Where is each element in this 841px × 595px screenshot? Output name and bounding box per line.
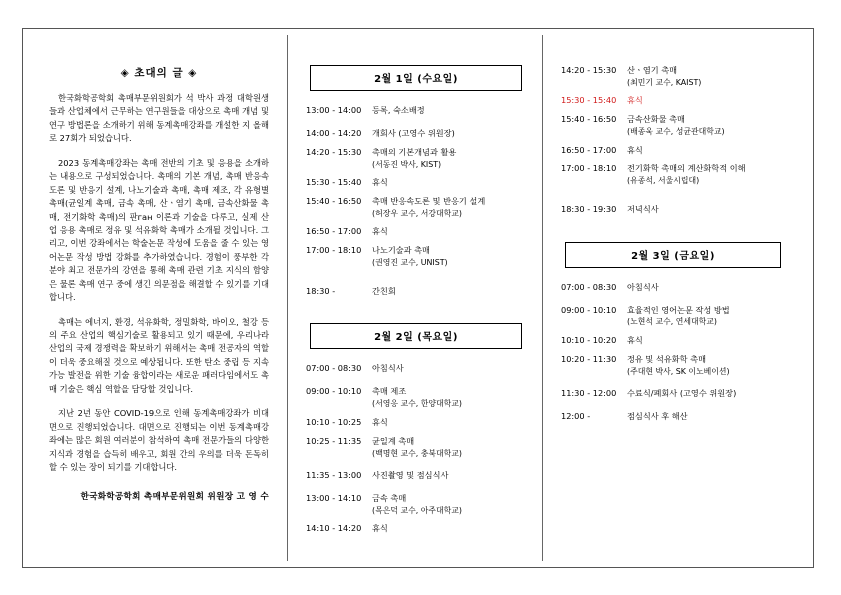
schedule-topic: 정유 및 석유화학 촉매	[627, 353, 706, 364]
schedule-row	[306, 417, 526, 429]
schedule-topic: 균일계 촉매	[372, 435, 415, 446]
schedule-speaker: (유종석, 서울시립대)	[627, 176, 700, 186]
schedule-desc: 휴식	[627, 144, 643, 155]
schedule-desc	[627, 305, 785, 328]
schedule-row	[561, 204, 785, 216]
schedule-desc	[627, 65, 785, 88]
schedule-time: 09:00 - 10:10	[306, 386, 362, 397]
schedule-row	[561, 114, 785, 137]
schedule-row	[306, 128, 526, 140]
schedule-row	[561, 335, 785, 347]
schedule-speaker: (배종욱 교수, 성균관대학교)	[627, 127, 725, 137]
schedule-speaker: (노현석 교수, 연세대학교)	[627, 317, 717, 327]
schedule-column-one	[287, 35, 542, 561]
schedule-row	[306, 493, 526, 516]
schedule-desc: 수료식/폐회사 (고영수 위원장)	[627, 388, 737, 399]
schedule-time: 18:30 -	[306, 285, 336, 296]
schedule-row	[306, 363, 526, 375]
schedule-desc: 휴식	[372, 523, 388, 534]
schedule-time: 15:40 - 16:50	[561, 114, 617, 125]
schedule-time: 07:00 - 08:30	[561, 281, 617, 292]
schedule-desc	[372, 436, 526, 459]
schedule-speaker: (서동진 박사, KIST)	[372, 159, 442, 169]
schedule-speaker: (권영진 교수, UNIST)	[372, 258, 448, 268]
schedule-topic: 효율적인 영어논문 작성 방법	[627, 304, 730, 315]
schedule-row-highlighted	[561, 95, 785, 107]
schedule-desc: 개회사 (고영수 위원장)	[372, 127, 455, 138]
schedule-desc	[372, 386, 526, 409]
invitation-paragraph: 한국화학공학회 촉매부문위원회가 석 박사 과정 대학원생들과 산업체에서 근무하는 연구원들을 대상으로 촉매 개념 및 연구 방법론을 소개하기 위해 동계촉매강좌를 개설한 지 올해로 27회가 되었습니다.	[49, 93, 269, 144]
schedule-row	[306, 386, 526, 409]
schedule-row	[306, 196, 526, 219]
schedule-row	[306, 147, 526, 170]
invitation-title: ◈ 초대의 글 ◈	[120, 67, 198, 79]
schedule-speaker: (주대현 박사, SK 이노베이션)	[627, 366, 730, 376]
schedule-row	[306, 245, 526, 268]
schedule-time: 14:10 - 14:20	[306, 523, 362, 534]
schedule-time: 15:30 - 15:40	[561, 95, 617, 106]
day1-header: 2월 1일 (수요일)	[310, 65, 522, 91]
day1-schedule	[306, 105, 526, 297]
schedule-row	[306, 286, 526, 298]
schedule-topic: 금속 촉매	[372, 492, 407, 503]
schedule-row	[561, 388, 785, 400]
schedule-speaker: (서영응 교수, 한양대학교)	[372, 399, 462, 409]
schedule-time: 15:40 - 16:50	[306, 196, 362, 207]
schedule-topic: 전기화학 촉매의 계산화학적 이해	[627, 163, 746, 174]
schedule-speaker: (허장우 교수, 서강대학교)	[372, 208, 462, 218]
schedule-desc: 휴식	[627, 334, 643, 345]
schedule-time: 07:00 - 08:30	[306, 363, 362, 374]
schedule-desc: 휴식	[372, 416, 388, 427]
schedule-time: 15:30 - 15:40	[306, 177, 362, 188]
schedule-desc	[627, 114, 785, 137]
schedule-row	[561, 65, 785, 88]
day3-schedule	[561, 282, 785, 423]
schedule-topic: 촉매의 기본개념과 활용	[372, 146, 457, 157]
schedule-desc: 간친회	[372, 285, 396, 296]
schedule-speaker: (최민기 교수, KAIST)	[627, 77, 702, 87]
schedule-time: 10:20 - 11:30	[561, 353, 617, 364]
invitation-paragraph: 2023 동계촉매강좌는 촉매 전반의 기초 및 응용을 소개하는 내용으로 구성되었습니다. 촉매의 기본 개념, 촉매 반응속도론 및 반응기 설계, 나노기술과 촉매, 촉매 제조, 각 유형별 촉매(균일계 촉매, 금속 촉매, 산ㆍ염기 촉매, 금속산화물 촉매, 전기화학 촉매)의 판ган 이론과 기술을 다루고, 실제 산업 응용 촉매로 정유 및 석유화학 촉매가 소개될 것입니다. 그리고, 이번 강좌에서는 학술논문 작성에 도움을 줄 수 있는 영어논문 작성 방법 강화를 추가하였습니다. 경험이 풍부한 각 분야 최고 전문가의 강연을 통해 촉매 관련 기초 지식의 함양은 물론 촉매 연구 중에 생긴 의문점을 해결할 수 있기를 기대합니다.	[49, 157, 269, 303]
invitation-column	[29, 35, 287, 561]
schedule-row	[306, 177, 526, 189]
schedule-topic: 촉매 제조	[372, 386, 407, 397]
schedule-topic: 금속산화물 촉매	[627, 114, 685, 125]
schedule-desc: 저녁식사	[627, 203, 659, 214]
schedule-row	[561, 354, 785, 377]
schedule-desc	[372, 245, 526, 268]
invitation-signature: 한국화학공학회 촉매부문위원회 위원장 고 영 수	[80, 492, 269, 503]
invitation-paragraph: 지난 2년 동안 COVID-19으로 인해 동계촉매강좌가 비대면으로 진행되었습니다. 대면으로 진행되는 이번 동계촉매강좌에는 많은 회원 여러분이 참석하여 촉매 전문가들의 다양한 지식과 경험을 습득히 배우고, 회원 간의 우의를 더욱 돈독히 할 수 있는 장이 되기를 기대합니다.	[49, 408, 269, 472]
schedule-time: 13:00 - 14:10	[306, 492, 362, 503]
schedule-desc	[627, 163, 785, 186]
schedule-desc: 등록, 숙소배정	[372, 105, 425, 115]
schedule-time: 14:20 - 15:30	[561, 65, 617, 75]
day3-header: 2월 3일 (금요일)	[565, 242, 781, 268]
schedule-time: 16:50 - 17:00	[561, 144, 617, 155]
schedule-desc: 휴식	[372, 226, 388, 237]
schedule-time: 11:30 - 12:00	[561, 388, 617, 399]
schedule-desc: 점심식사 후 해산	[627, 411, 688, 422]
page-columns	[29, 35, 807, 561]
schedule-time: 17:00 - 18:10	[561, 163, 617, 174]
schedule-desc: 휴식	[372, 177, 388, 188]
schedule-spacer	[306, 276, 526, 286]
schedule-desc	[372, 196, 526, 219]
schedule-desc: 사진촬영 및 점심식사	[372, 469, 449, 480]
schedule-desc: 아침식사	[372, 363, 404, 374]
schedule-speaker: (목은덕 교수, 아주대학교)	[372, 505, 462, 515]
schedule-time: 14:20 - 15:30	[306, 146, 362, 157]
schedule-desc	[627, 354, 785, 377]
invitation-paragraph: 촉매는 에너지, 환경, 석유화학, 정밀화학, 바이오, 철강 등의 주요 산업의 핵심기술로 활용되고 있기 때문에, 우리나라 산업의 국제 경쟁력을 확보하기 위해서는 촉매 전공자의 역할이 더욱 중요해질 것으로 예상됩니다. 또한 탄소 중립 등 지속 가능 발전을 위한 기술 융합이라는 새로운 패러다임에서도 촉매 기술은 핵심 역할을 담당할 것입니다.	[49, 316, 269, 394]
schedule-time: 16:50 - 17:00	[306, 226, 362, 237]
schedule-time: 10:10 - 10:25	[306, 416, 362, 427]
schedule-desc: 아침식사	[627, 281, 659, 292]
brochure-page	[22, 28, 814, 568]
schedule-topic: 촉매 반응속도론 및 반응기 설계	[372, 196, 486, 207]
schedule-row	[306, 105, 526, 117]
day2-schedule	[306, 363, 526, 535]
schedule-row	[561, 145, 785, 157]
schedule-topic: 나노기술과 촉매	[372, 245, 430, 256]
schedule-row	[561, 411, 785, 423]
schedule-speaker: (백명현 교수, 충북대학교)	[372, 448, 462, 458]
schedule-time: 09:00 - 10:10	[561, 304, 617, 315]
schedule-time: 10:10 - 10:20	[561, 334, 617, 345]
schedule-row	[306, 470, 526, 482]
schedule-time: 12:00 -	[561, 411, 591, 422]
schedule-time: 13:00 - 14:00	[306, 105, 362, 115]
schedule-desc: 휴식	[627, 95, 643, 106]
schedule-row	[561, 163, 785, 186]
day2-continued-schedule	[561, 65, 785, 216]
schedule-row	[561, 305, 785, 328]
schedule-row	[306, 226, 526, 238]
schedule-row	[561, 282, 785, 294]
schedule-spacer	[561, 194, 785, 204]
schedule-time: 10:25 - 11:35	[306, 435, 362, 446]
schedule-time: 18:30 - 19:30	[561, 203, 617, 214]
schedule-desc	[372, 147, 526, 170]
schedule-row	[306, 436, 526, 459]
schedule-time: 14:00 - 14:20	[306, 127, 362, 138]
schedule-row	[306, 523, 526, 535]
schedule-desc	[372, 493, 526, 516]
schedule-time: 11:35 - 13:00	[306, 469, 362, 480]
schedule-column-two	[542, 35, 797, 561]
schedule-time: 17:00 - 18:10	[306, 245, 362, 256]
day2-header: 2월 2일 (목요일)	[310, 323, 522, 349]
schedule-topic: 산ㆍ염기 촉매	[627, 65, 678, 75]
